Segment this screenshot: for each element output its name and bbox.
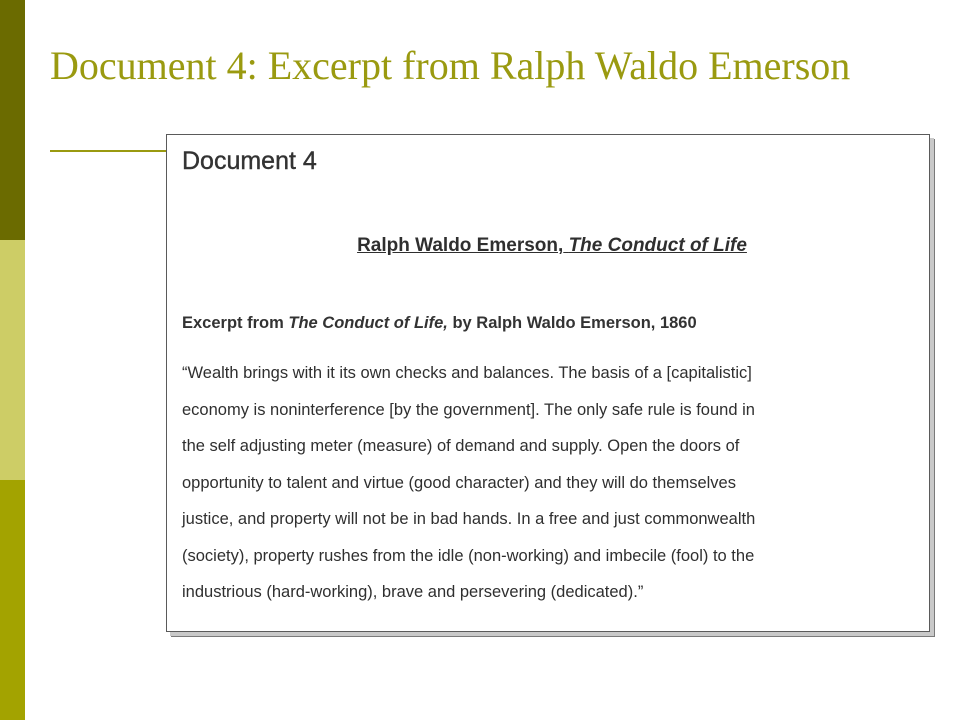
quote-line: industrious (hard-working), brave and persevering (dedicated).” [182, 583, 644, 601]
excerpt-suffix: by Ralph Waldo Emerson, 1860 [447, 314, 697, 332]
quote-line: justice, and property will not be in bad hands. In a free and just commonwealth [182, 510, 756, 528]
sidebar-segment-dark [0, 0, 25, 240]
title-underline [50, 150, 170, 152]
quote-body [182, 355, 922, 611]
subheading-author: Ralph Waldo Emerson, [357, 235, 564, 256]
document-heading: Document 4 [182, 147, 317, 175]
decorative-sidebar [0, 0, 25, 720]
quote-line: the self adjusting meter (measure) of demand and supply. Open the doors of [182, 437, 740, 455]
excerpt-source-line [182, 311, 697, 335]
sidebar-segment-mid [0, 480, 25, 720]
document-subheading [167, 233, 937, 259]
excerpt-prefix: Excerpt from [182, 314, 289, 332]
document-image-frame [166, 134, 930, 632]
sidebar-segment-light [0, 240, 25, 480]
quote-line: opportunity to talent and virtue (good character) and they will do themselves [182, 473, 736, 492]
subheading-work-title: The Conduct of Life [568, 235, 747, 256]
excerpt-work-title: The Conduct of Life, [288, 314, 448, 332]
quote-line: (society), property rushes from the idle (non-working) and imbecile (fool) to the [182, 546, 755, 565]
slide-title: Document 4: Excerpt from Ralph Waldo Emerson [50, 43, 851, 88]
quote-line: economy is noninterference [by the government]. The only safe rule is found in [182, 400, 755, 419]
quote-line: “Wealth brings with it its own checks and balances. The basis of a [capitalistic] [182, 364, 752, 382]
